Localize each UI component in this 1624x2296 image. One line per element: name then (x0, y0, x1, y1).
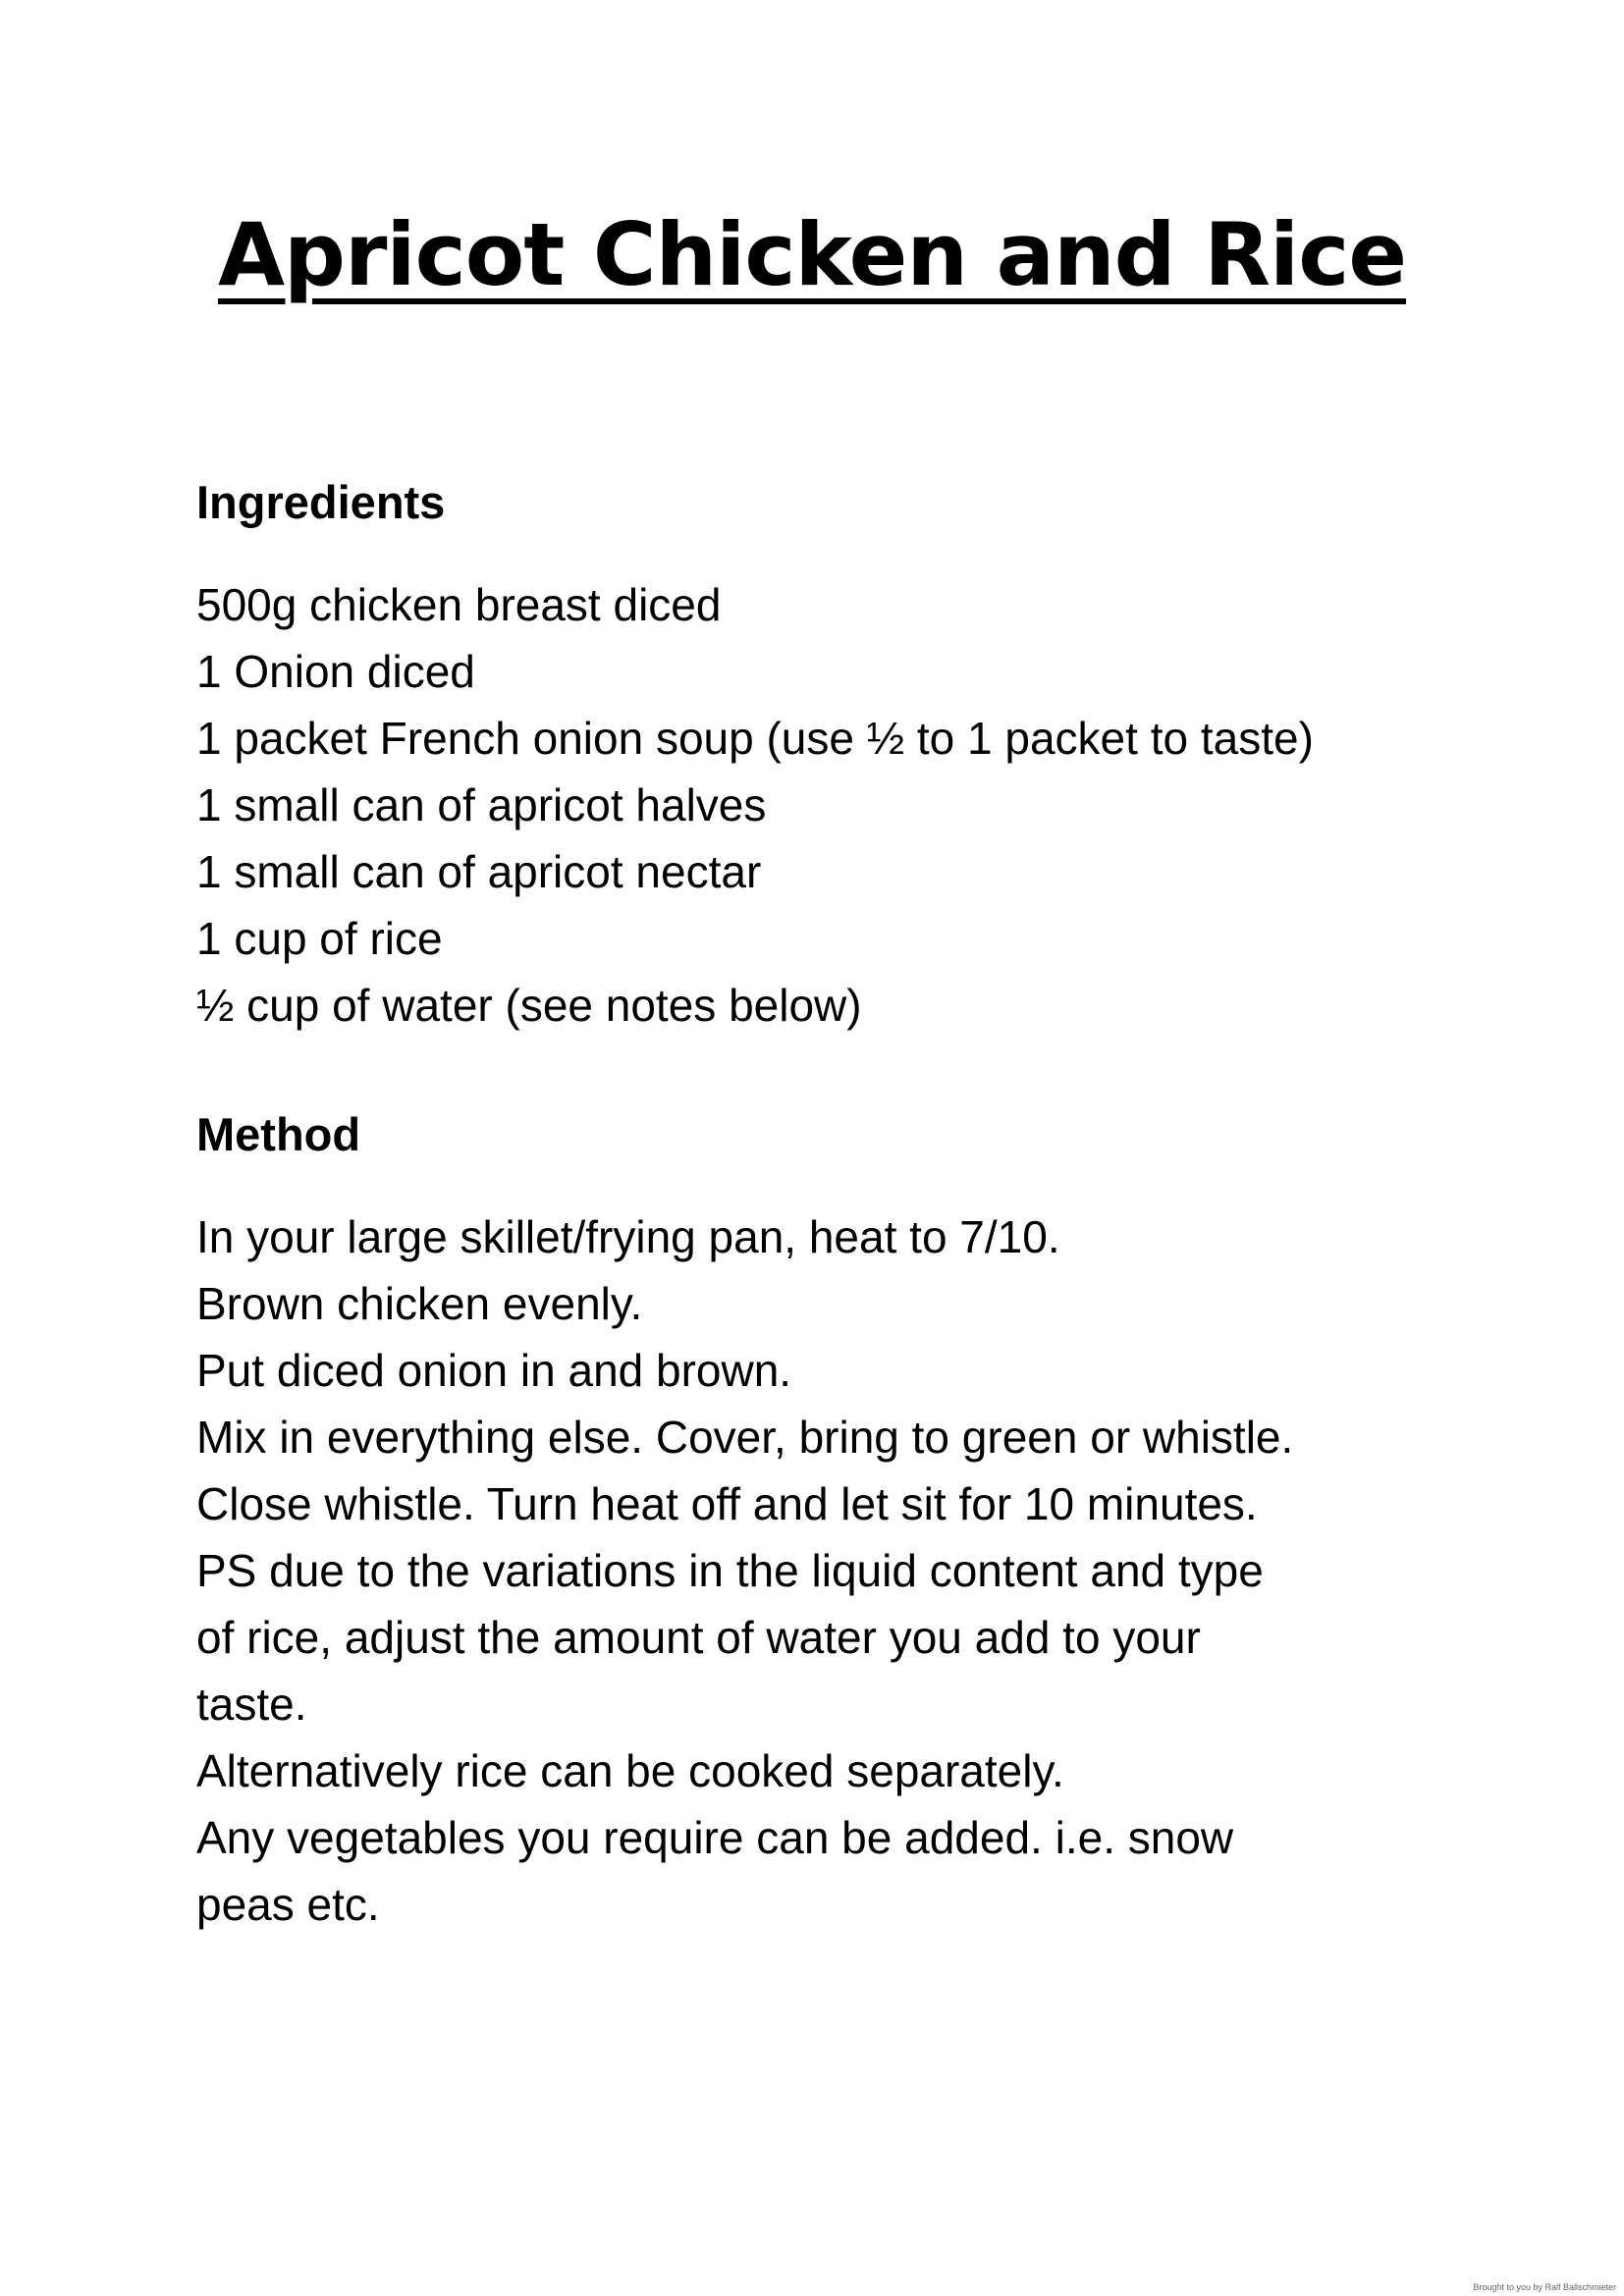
method-line: Close whistle. Turn heat off and let sit for 10 minutes. (196, 1478, 1258, 1529)
method-line: Any vegetables you require can be added. i.e. snow (196, 1812, 1234, 1863)
ingredients-heading: Ingredients (196, 476, 446, 528)
method-line: PS due to the variations in the liquid content and type (196, 1545, 1264, 1596)
ingredient-item: 1 Onion diced (196, 646, 475, 697)
method-heading: Method (196, 1108, 361, 1160)
ingredient-item: 1 small can of apricot halves (196, 779, 767, 830)
method-line: Alternatively rice can be cooked separately. (196, 1745, 1064, 1796)
method-text (196, 1203, 1473, 1938)
section-spacer (196, 1039, 1473, 1101)
recipe-content (196, 469, 1473, 1938)
method-line: In your large skillet/frying pan, heat to 7/10. (196, 1211, 1060, 1262)
footer-credit: Brought to you by Ralf Ballschmieter (1473, 2282, 1616, 2292)
ingredient-item: ½ cup of water (see notes below) (196, 980, 862, 1031)
page-title-text: Apricot Chicken and Rice (217, 204, 1407, 305)
ingredient-item: 500g chicken breast diced (196, 579, 722, 630)
ingredients-list (196, 571, 1473, 1039)
ingredient-item: 1 cup of rice (196, 913, 443, 964)
ingredient-item: 1 small can of apricot nectar (196, 846, 762, 897)
method-line: of rice, adjust the amount of water you add to your (196, 1612, 1201, 1663)
method-line: Put diced onion in and brown. (196, 1345, 792, 1396)
method-line: taste. (196, 1679, 307, 1730)
method-line: peas etc. (196, 1879, 380, 1930)
ingredient-item: 1 packet French onion soup (use ½ to 1 packet to taste) (196, 713, 1314, 764)
method-line: Mix in everything else. Cover, bring to green or whistle. (196, 1412, 1294, 1463)
method-line: Brown chicken evenly. (196, 1278, 643, 1329)
page-title (0, 201, 1624, 309)
